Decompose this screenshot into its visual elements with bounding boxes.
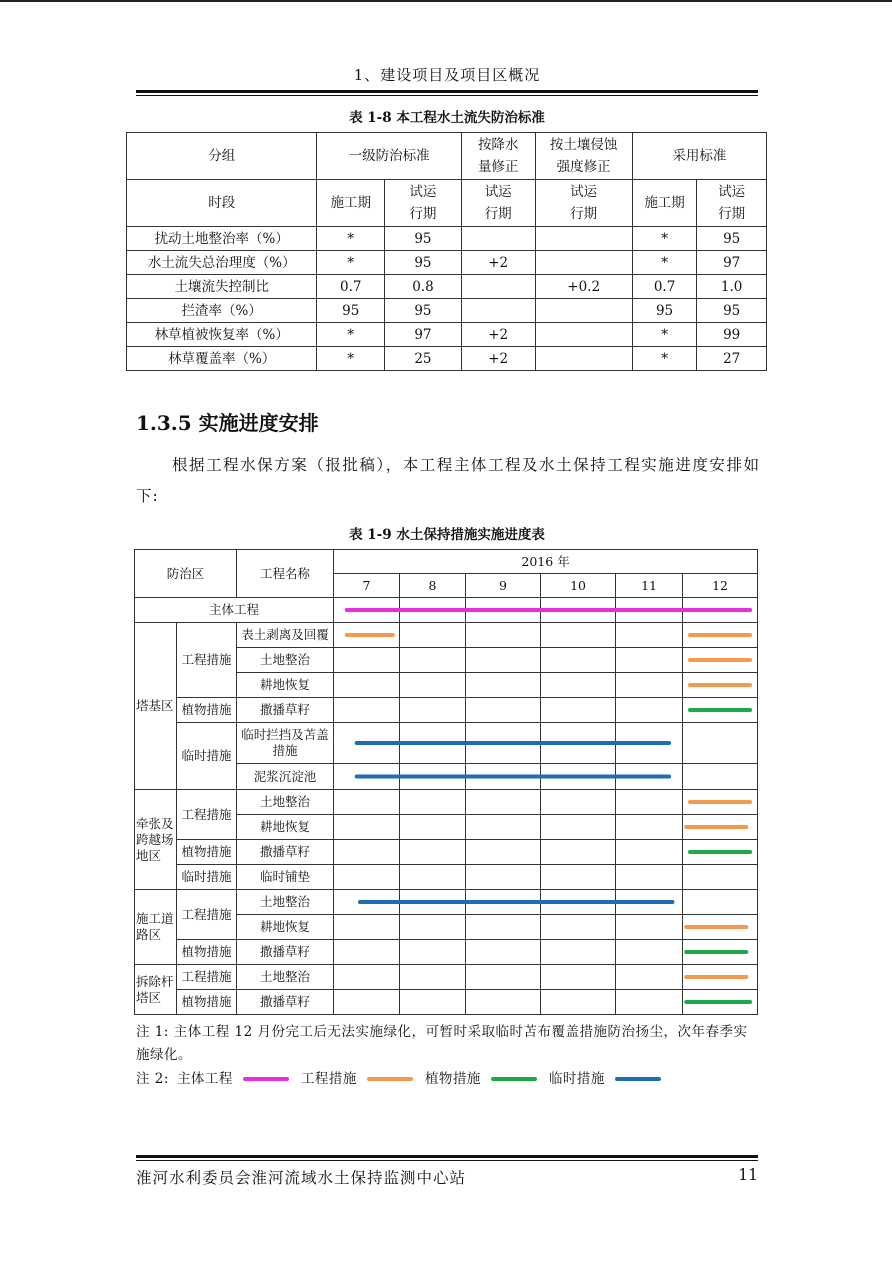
item-label: 撒播草籽 — [237, 990, 334, 1015]
legend-swatch-main — [243, 1077, 289, 1081]
table-cell: 林草植被恢复率（%） — [127, 323, 317, 347]
group-label: 临时措施 — [177, 865, 237, 890]
table-cell: 0.7 — [632, 275, 697, 299]
table-cell: 99 — [697, 323, 767, 347]
item-label: 临时铺垫 — [237, 865, 334, 890]
top-border — [0, 0, 892, 2]
table-cell — [535, 227, 632, 251]
table-cell: 水土流失总治理度（%） — [127, 251, 317, 275]
table-cell: 97 — [385, 323, 462, 347]
item-label: 耕地恢复 — [237, 915, 334, 940]
zone-label: 施工道路区 — [135, 890, 177, 965]
legend-label-temp: 临时措施 — [548, 1071, 605, 1087]
table-cell — [535, 299, 632, 323]
month-label: 10 — [541, 574, 616, 598]
month-label: 7 — [334, 574, 400, 598]
item-label: 土地整治 — [237, 790, 334, 815]
group-label: 植物措施 — [177, 990, 237, 1015]
footer-rule — [136, 1155, 758, 1158]
standards-table — [126, 132, 767, 371]
table-cell: +0.2 — [535, 275, 632, 299]
table-cell: +2 — [461, 347, 535, 371]
table-cell: 95 — [385, 299, 462, 323]
table-cell — [535, 323, 632, 347]
table-cell: 0.8 — [385, 275, 462, 299]
note-1: 注 1: 主体工程 12 月份完工后无法实施绿化，可暂时采取临时苫布覆盖措施防治扬尘，次年春季实施绿化。 — [136, 1024, 748, 1063]
table-cell: 95 — [697, 299, 767, 323]
group-label: 临时措施 — [177, 723, 237, 790]
table-cell: 0.7 — [317, 275, 385, 299]
group-label: 植物措施 — [177, 698, 237, 723]
table-cell: * — [632, 347, 697, 371]
item-label: 撒播草籽 — [237, 940, 334, 965]
page-number: 11 — [738, 1166, 758, 1184]
schedule-table — [134, 549, 758, 1015]
table-1-8-caption: 表 1-8 本工程水土流失防治标准 — [349, 110, 545, 126]
table-cell: 拦渣率（%） — [127, 299, 317, 323]
footer-organization: 淮河水利委员会淮河流域水土保持监测中心站 — [136, 1169, 467, 1187]
body-paragraph: 根据工程水保方案（报批稿），本工程主体工程及水土保持工程实施进度安排如下: — [136, 456, 760, 505]
page-header-title: 1、建设项目及项目区概况 — [353, 66, 541, 84]
header-zone: 防治区 — [135, 550, 237, 598]
group-label: 工程措施 — [177, 890, 237, 940]
zone-label: 塔基区 — [135, 623, 177, 790]
month-label: 9 — [466, 574, 541, 598]
legend-label-plant: 植物措施 — [424, 1071, 481, 1087]
table-cell — [535, 251, 632, 275]
footer-rule-thin — [136, 1160, 758, 1161]
group-label: 工程措施 — [177, 623, 237, 698]
table-cell: +2 — [461, 251, 535, 275]
table-cell: 27 — [697, 347, 767, 371]
table-cell — [535, 347, 632, 371]
item-label: 土地整治 — [237, 965, 334, 990]
table-cell: +2 — [461, 323, 535, 347]
table-cell: * — [317, 323, 385, 347]
item-label: 土地整治 — [237, 648, 334, 673]
table-cell: * — [317, 227, 385, 251]
item-label: 临时拦挡及苫盖措施 — [237, 723, 334, 764]
table-cell: 林草覆盖率（%） — [127, 347, 317, 371]
group-label: 工程措施 — [177, 790, 237, 840]
zone-label: 牵张及跨越场地区 — [135, 790, 177, 890]
table-cell: * — [632, 251, 697, 275]
table-header: 施工期 — [317, 180, 385, 227]
table-cell: * — [317, 347, 385, 371]
table-header: 试运 行期 — [697, 180, 767, 227]
table-header: 施工期 — [632, 180, 697, 227]
main-project-label: 主体工程 — [135, 598, 334, 623]
table-header: 时段 — [127, 180, 317, 227]
table-cell: 土壤流失控制比 — [127, 275, 317, 299]
table-header: 采用标准 — [632, 133, 766, 180]
table-cell: 95 — [317, 299, 385, 323]
item-label: 耕地恢复 — [237, 815, 334, 840]
table-cell: * — [317, 251, 385, 275]
table-cell — [461, 299, 535, 323]
header-year: 2016 年 — [334, 550, 758, 574]
legend-label-main: 主体工程 — [176, 1071, 233, 1087]
zone-label: 拆除杆塔区 — [135, 965, 177, 1015]
table-header: 按土壤侵蚀 强度修正 — [535, 133, 632, 180]
table-cell: 25 — [385, 347, 462, 371]
table-header: 试运 行期 — [385, 180, 462, 227]
group-label: 工程措施 — [177, 965, 237, 990]
table-cell: 1.0 — [697, 275, 767, 299]
table-cell: * — [632, 227, 697, 251]
header-rule — [136, 90, 758, 93]
legend-swatch-plant — [491, 1077, 537, 1081]
note-2-label: 注 2: — [136, 1071, 169, 1087]
table-header: 一级防治标准 — [317, 133, 461, 180]
table-cell — [461, 275, 535, 299]
table-header: 分组 — [127, 133, 317, 180]
legend-label-eng: 工程措施 — [300, 1071, 357, 1087]
group-label: 植物措施 — [177, 940, 237, 965]
table-cell: 95 — [385, 251, 462, 275]
item-label: 撒播草籽 — [237, 698, 334, 723]
table-header: 按降水 量修正 — [461, 133, 535, 180]
month-label: 11 — [616, 574, 683, 598]
header-rule-thin — [136, 95, 758, 96]
section-heading: 1.3.5 实施进度安排 — [136, 411, 319, 435]
table-header: 试运 行期 — [461, 180, 535, 227]
table-cell: 95 — [697, 227, 767, 251]
legend — [136, 1068, 673, 1090]
table-header: 试运 行期 — [535, 180, 632, 227]
table-cell: 97 — [697, 251, 767, 275]
item-label: 耕地恢复 — [237, 673, 334, 698]
item-label: 撒播草籽 — [237, 840, 334, 865]
group-label: 植物措施 — [177, 840, 237, 865]
month-label: 8 — [400, 574, 466, 598]
month-label: 12 — [683, 574, 758, 598]
legend-swatch-eng — [367, 1077, 413, 1081]
item-label: 土地整治 — [237, 890, 334, 915]
item-label: 泥浆沉淀池 — [237, 764, 334, 790]
legend-swatch-temp — [615, 1077, 661, 1081]
table-cell: 95 — [385, 227, 462, 251]
table-cell: * — [632, 323, 697, 347]
table-cell — [461, 227, 535, 251]
table-cell: 扰动土地整治率（%） — [127, 227, 317, 251]
table-cell: 95 — [632, 299, 697, 323]
header-project: 工程名称 — [237, 550, 334, 598]
item-label: 表土剥离及回覆 — [237, 623, 334, 648]
table-1-9-caption: 表 1-9 水土保持措施实施进度表 — [349, 527, 545, 543]
